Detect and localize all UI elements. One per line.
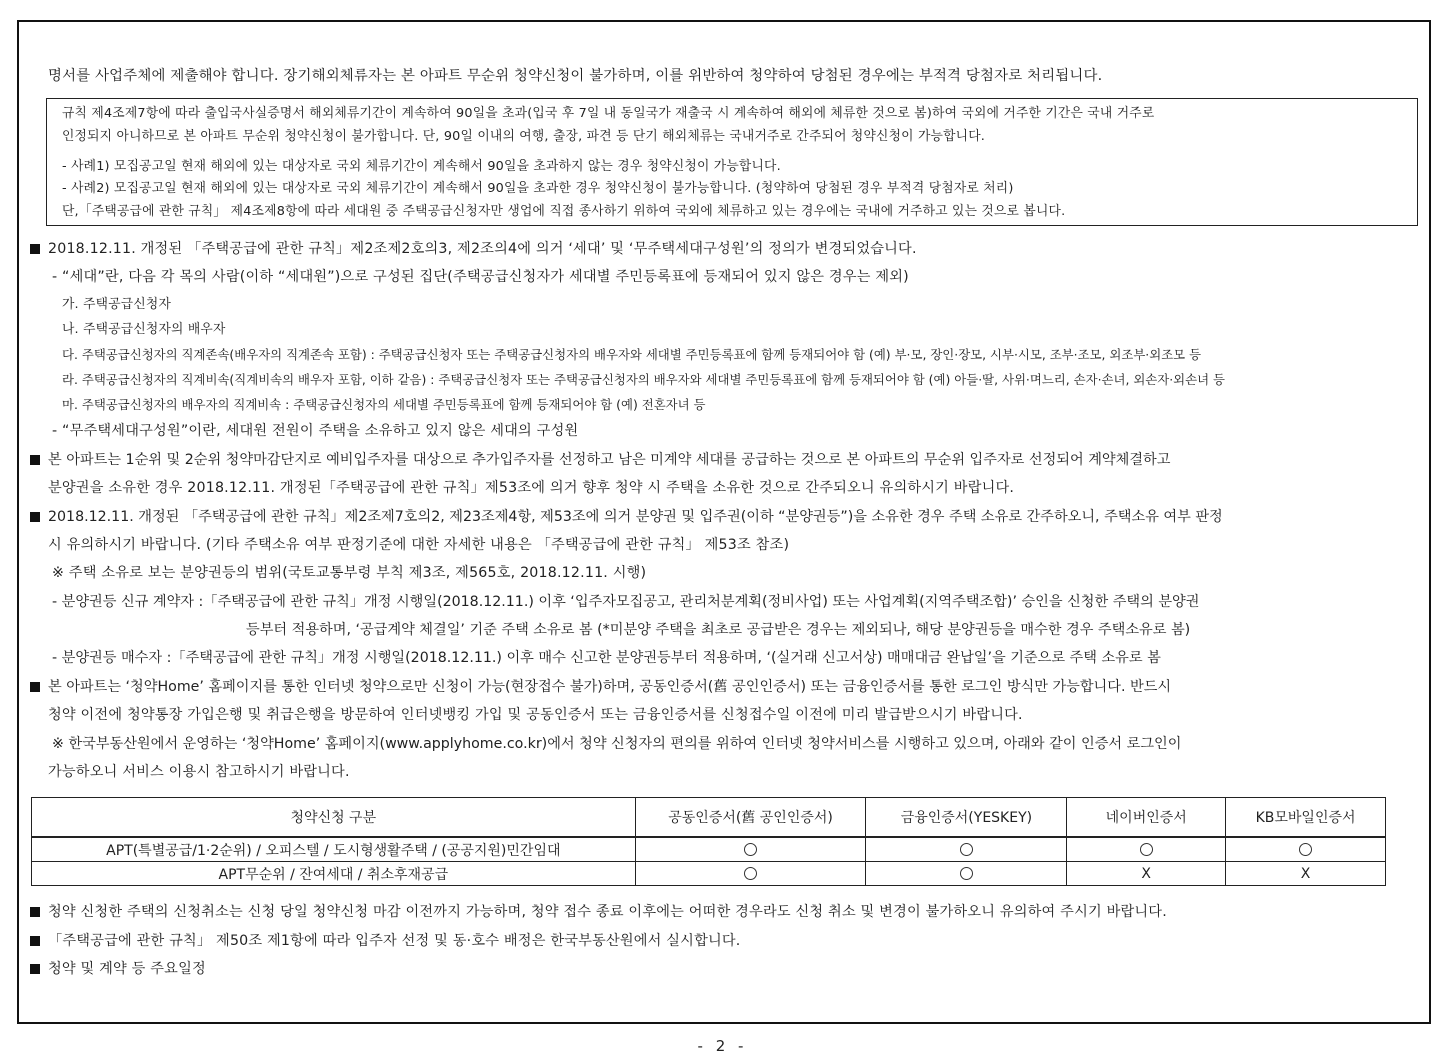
table-cell bbox=[635, 862, 866, 886]
list-item: 마. 주택공급신청자의 배우자의 직계비속 : 주택공급신청자의 세대별 주민등록표에 함께 등재되어야 함 (예) 전혼자녀 등 bbox=[62, 397, 706, 412]
table-cell bbox=[635, 837, 866, 862]
circle-mark-icon bbox=[960, 867, 973, 880]
intro-line: 명서를 사업주체에 제출해야 합니다. 장기해외체류자는 본 아파트 무순위 청약신청이 불가하며, 이를 위반하여 청약하여 당첨된 경우에는 부적격 당첨자로 처리됩니다. bbox=[48, 68, 1103, 84]
table-cell bbox=[866, 837, 1067, 862]
table-cell: X bbox=[1067, 862, 1226, 886]
section-sub-item: 등부터 적용하며, ‘공급계약 체결일’ 기준 주택 소유로 봄 (*미분양 주택을 최초로 공급받은 경우는 제외되나, 해당 분양권등을 매수한 경우 주택소유로 봄) bbox=[246, 622, 1191, 638]
list-item: 가. 주택공급신청자 bbox=[62, 297, 172, 312]
table-cell bbox=[866, 862, 1067, 886]
page-number: - 2 - bbox=[697, 1037, 748, 1055]
section-sub-item: - “세대”란, 다음 각 목의 사람(이하 “세대원”)으로 구성된 집단(주택공급신청자가 세대별 주민등록표에 등재되어 있지 않은 경우는 제외) bbox=[52, 269, 909, 285]
square-bullet-icon bbox=[30, 936, 40, 946]
table-header-cell: 청약신청 구분 bbox=[32, 798, 636, 838]
section-text: 분양권을 소유한 경우 2018.12.11. 개정된「주택공급에 관한 규칙」제53조에 의거 향후 청약 시 주택을 소유한 것으로 간주되오니 유의하시기 바랍니다. bbox=[48, 480, 1015, 496]
section-text: 「주택공급에 관한 규칙」 제50조 제1항에 따라 입주자 선정 및 동·호수 배정은 한국부동산원에서 실시합니다. bbox=[48, 933, 741, 949]
circle-mark-icon bbox=[1299, 843, 1312, 856]
section-sub-item: - 분양권등 매수자 :「주택공급에 관한 규칙」개정 시행일(2018.12.11.) 이후 매수 신고한 분양권등부터 적용하며, ‘(실거래 신고서상) 매매대금 완납일’을 기준으로 주택 소유로 봄 bbox=[52, 650, 1161, 666]
table-header-cell: 금융인증서(YESKEY) bbox=[866, 798, 1067, 838]
section-sub-item: - 분양권등 신규 계약자 :「주택공급에 관한 규칙」개정 시행일(2018.12.11.) 이후 ‘입주자모집공고, 관리처분계획(정비사업) 또는 사업계획(지역주택조합)’ 승인을 신청한 주택의 분양권 bbox=[52, 594, 1200, 610]
table-cell: X bbox=[1226, 862, 1386, 886]
table-row-label: APT무순위 / 잔여세대 / 취소후재공급 bbox=[32, 862, 636, 886]
notice-line: 규칙 제4조제7항에 따라 출입국사실증명서 해외체류기간이 계속하여 90일을 초과(입국 후 7일 내 동일국가 재출국 시 계속하여 해외에 체류한 것으로 봄)하여 국외에 거주한 기간은 국내 거주로 bbox=[62, 106, 1155, 121]
square-bullet-icon bbox=[30, 907, 40, 917]
square-bullet-icon bbox=[30, 512, 40, 522]
section-text: 본 아파트는 1순위 및 2순위 청약마감단지로 예비입주자를 대상으로 추가입주자를 선정하고 남은 미계약 세대를 공급하는 것으로 본 아파트의 무순위 입주자로 선정되어 계약체결하고 bbox=[48, 452, 1171, 468]
notice-line: - 사례2) 모집공고일 현재 해외에 있는 대상자로 국외 체류기간이 계속해서 90일을 초과한 경우 청약신청이 불가능합니다. (청약하여 당첨된 경우 부적격 당첨자로 처리) bbox=[62, 181, 1014, 196]
certificate-table bbox=[31, 797, 1386, 886]
circle-mark-icon bbox=[744, 867, 757, 880]
circle-mark-icon bbox=[744, 843, 757, 856]
note-text: ※ 주택 소유로 보는 분양권등의 범위(국토교통부령 부칙 제3조, 제565호, 2018.12.11. 시행) bbox=[52, 565, 647, 581]
section-text: 시 유의하시기 바랍니다. (기타 주택소유 여부 판정기준에 대한 자세한 내용은 「주택공급에 관한 규칙」 제53조 참조) bbox=[48, 537, 790, 553]
notice-line: 인정되지 아니하므로 본 아파트 무순위 청약신청이 불가합니다. 단, 90일 이내의 여행, 출장, 파견 등 단기 해외체류는 국내거주로 간주되어 청약신청이 가능합니다. bbox=[62, 129, 986, 144]
table-header-cell: KB모바일인증서 bbox=[1226, 798, 1386, 838]
section-text: 청약 및 계약 등 주요일정 bbox=[48, 961, 206, 977]
table-header-cell: 공동인증서(舊 공인인증서) bbox=[635, 798, 866, 838]
note-text: 가능하오니 서비스 이용시 참고하시기 바랍니다. bbox=[48, 764, 350, 780]
section-text: 본 아파트는 ‘청약Home’ 홈페이지를 통한 인터넷 청약으로만 신청이 가능(현장접수 불가)하며, 공동인증서(舊 공인인증서) 또는 금융인증서를 통한 로그인 방식만 가능합니다. 반드시 bbox=[48, 679, 1172, 695]
section-text: 2018.12.11. 개정된 「주택공급에 관한 규칙」제2조제7호의2, 제23조제4항, 제53조에 의거 분양권 및 입주권(이하 “분양권등”)을 소유한 경우 주택 소유로 간주하오니, 주택소유 여부 판정 bbox=[48, 509, 1223, 525]
notice-line: - 사례1) 모집공고일 현재 해외에 있는 대상자로 국외 체류기간이 계속해서 90일을 초과하지 않는 경우 청약신청이 가능합니다. bbox=[62, 159, 781, 174]
table-row bbox=[32, 862, 1386, 886]
circle-mark-icon bbox=[1140, 843, 1153, 856]
table-header-row bbox=[32, 798, 1386, 838]
list-item: 다. 주택공급신청자의 직계존속(배우자의 직계존속 포함) : 주택공급신청자 또는 주택공급신청자의 배우자와 세대별 주민등록표에 함께 등재되어야 함 (예) 부·모, 장인·장모, 시부·시모, 조부·조모, 외조부·외조모 등 bbox=[62, 347, 1202, 362]
circle-mark-icon bbox=[960, 843, 973, 856]
table-row bbox=[32, 837, 1386, 862]
square-bullet-icon bbox=[30, 455, 40, 465]
table-cell bbox=[1226, 837, 1386, 862]
table-header-cell: 네이버인증서 bbox=[1067, 798, 1226, 838]
list-item: 나. 주택공급신청자의 배우자 bbox=[62, 322, 226, 337]
square-bullet-icon bbox=[30, 964, 40, 974]
square-bullet-icon bbox=[30, 244, 40, 254]
table-cell bbox=[1067, 837, 1226, 862]
section-sub-item: - “무주택세대구성원”이란, 세대원 전원이 주택을 소유하고 있지 않은 세대의 구성원 bbox=[52, 423, 579, 439]
section-text: 청약 신청한 주택의 신청취소는 신청 당일 청약신청 마감 이전까지 가능하며, 청약 접수 종료 이후에는 어떠한 경우라도 신청 취소 및 변경이 불가하오니 유의하여 주시기 바랍니다. bbox=[48, 904, 1167, 920]
list-item: 라. 주택공급신청자의 직계비속(직계비속의 배우자 포함, 이하 같음) : 주택공급신청자 또는 주택공급신청자의 배우자와 세대별 주민등록표에 함께 등재되어야 함 (예) 아들·딸, 사위·며느리, 손자·손녀, 외손자·외손녀 등 bbox=[62, 372, 1226, 387]
section-heading: 2018.12.11. 개정된 「주택공급에 관한 규칙」제2조제2호의3, 제2조의4에 의거 ‘세대’ 및 ‘무주택세대구성원’의 정의가 변경되었습니다. bbox=[48, 241, 917, 257]
square-bullet-icon bbox=[30, 682, 40, 692]
notice-line: 단,「주택공급에 관한 규칙」 제4조제8항에 따라 세대원 중 주택공급신청자만 생업에 직접 종사하기 위하여 국외에 체류하고 있는 경우에는 국내에 거주하고 있는 것으로 봅니다. bbox=[62, 204, 1066, 219]
section-text: 청약 이전에 청약통장 가입은행 및 취급은행을 방문하여 인터넷뱅킹 가입 및 공동인증서 또는 금융인증서를 신청접수일 이전에 미리 발급받으시기 바랍니다. bbox=[48, 707, 1023, 723]
note-text: ※ 한국부동산원에서 운영하는 ‘청약Home’ 홈페이지(www.applyhome.co.kr)에서 청약 신청자의 편의를 위하여 인터넷 청약서비스를 시행하고 있으며, 아래와 같이 인증서 로그인이 bbox=[52, 736, 1182, 752]
table-row-label: APT(특별공급/1·2순위) / 오피스텔 / 도시형생활주택 / (공공지원)민간임대 bbox=[32, 837, 636, 862]
